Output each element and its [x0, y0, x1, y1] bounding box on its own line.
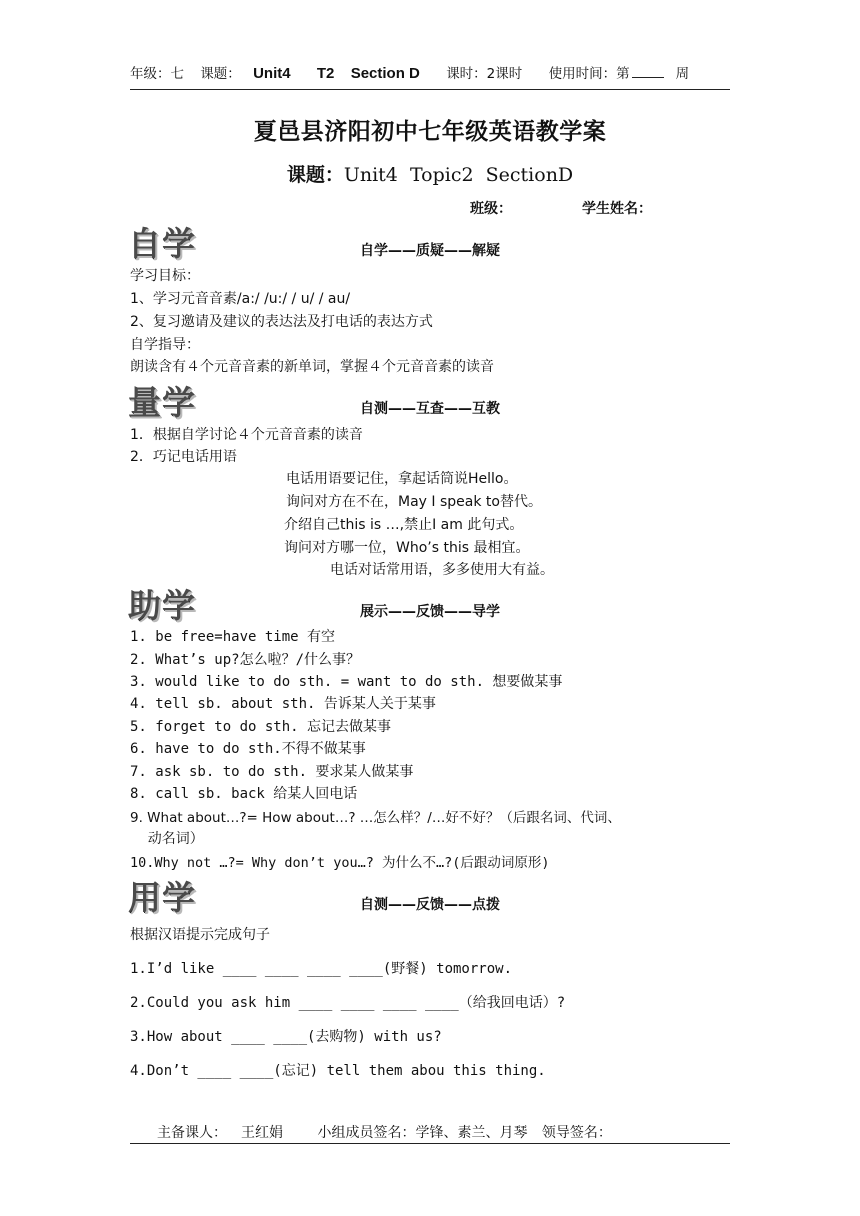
exercise-item: 3.How about ____ ____(去购物) with us? [130, 1029, 442, 1045]
text-line: 朗读含有４个元音音素的新单词，掌握４个元音音素的读音 [130, 359, 494, 375]
list-item: 6. have to do sth.不得不做某事 [130, 741, 366, 757]
text-line: 1．根据自学讨论４个元音音素的读音 [130, 427, 363, 443]
list-item: 2. What’s up?怎么啦？/什么事？ [130, 652, 361, 668]
leader-signature-label: 领导签名： [541, 1125, 612, 1141]
list-item: 7. ask sb. to do sth. 要求某人做某事 [130, 764, 414, 780]
week-blank [632, 65, 664, 78]
section-help-badge: 助学 [128, 586, 196, 625]
class-label: 班级： [470, 201, 512, 217]
poem-line: 询问对方在不在，May I speak to替代。 [286, 494, 542, 510]
list-item: 8. call sb. back 给某人回电话 [130, 786, 358, 802]
header-rule [130, 89, 730, 90]
topic-label: 课题： [200, 66, 241, 82]
topic-code: T2 [316, 65, 335, 82]
document-title: 夏邑县济阳初中七年级英语教学案 [253, 119, 607, 145]
hours-label: 课时：2课时 [446, 66, 523, 82]
poem-line: 询问对方哪一位，Who’s this 最相宜。 [284, 540, 530, 556]
footer-rule [130, 1143, 730, 1144]
section-apply-heading: 自测——反馈——点拨 [360, 897, 500, 913]
exercise-item: 1.I’d like ____ ____ ____ ____(野餐) tomorrow. [130, 961, 513, 977]
page-header [130, 62, 728, 82]
section-measure-badge: 量学 [128, 383, 196, 422]
list-item: 5. forget to do sth. 忘记去做某事 [130, 719, 392, 735]
poem-line: 电话对话常用语，多多使用大有益。 [330, 562, 554, 578]
use-time-label: 使用时间：第 周 [548, 66, 690, 82]
list-item: 4. tell sb. about sth. 告诉某人关于某事 [130, 696, 436, 712]
student-name-label: 学生姓名： [582, 201, 652, 217]
section-measure-heading: 自测——互查——互教 [360, 401, 500, 417]
lesson-topic: 课题：Unit4 Topic2 SectionD [286, 164, 574, 186]
poem-line: 介绍自己this is …,禁止I am 此句式。 [284, 517, 524, 533]
text-line: 1、学习元音音素/a:/ /u:/ / u/ / au/ [130, 291, 351, 307]
text-line: 2、复习邀请及建议的表达法及打电话的表达方式 [130, 314, 433, 330]
section-apply-badge: 用学 [128, 878, 196, 917]
preparer: 主备课人： 王红娟 [157, 1125, 283, 1141]
section-self-study-badge: 自学 [128, 224, 196, 263]
list-item-continued: 动名词） [130, 831, 204, 847]
poem-line: 电话用语要记住，拿起话筒说Hello。 [286, 471, 518, 487]
list-item: 9. What about…?= How about…? …怎么样？/…好不好？（后跟名词、代词、 [130, 810, 621, 826]
list-item: 1. be free=have time 有空 [130, 629, 336, 645]
exercise-item: 2.Could you ask him ____ ____ ____ ____（给我回电话）? [130, 995, 566, 1011]
text-line: 自学指导： [130, 337, 200, 353]
list-item: 10.Why not …?= Why don’t you…? 为什么不…?(后跟动词原形) [130, 855, 550, 871]
unit-label: Unit4 [253, 65, 291, 82]
section-help-heading: 展示——反馈——导学 [360, 604, 500, 620]
section-label: Section D [350, 65, 420, 82]
group-signatures: 小组成员签名：学锋、素兰、月琴 [317, 1125, 528, 1141]
exercise-intro: 根据汉语提示完成句子 [130, 927, 270, 943]
grade-label: 年级：七 [130, 66, 184, 82]
text-line: 学习目标： [130, 268, 200, 284]
section-self-study-heading: 自学——质疑——解疑 [360, 243, 500, 259]
list-item: 3. would like to do sth. = want to do sth. 想要做某事 [130, 674, 563, 690]
text-line: 2．巧记电话用语 [130, 449, 237, 465]
page-footer [157, 1122, 642, 1142]
exercise-item: 4.Don’t ____ ____(忘记) tell them abou this thing. [130, 1063, 546, 1079]
